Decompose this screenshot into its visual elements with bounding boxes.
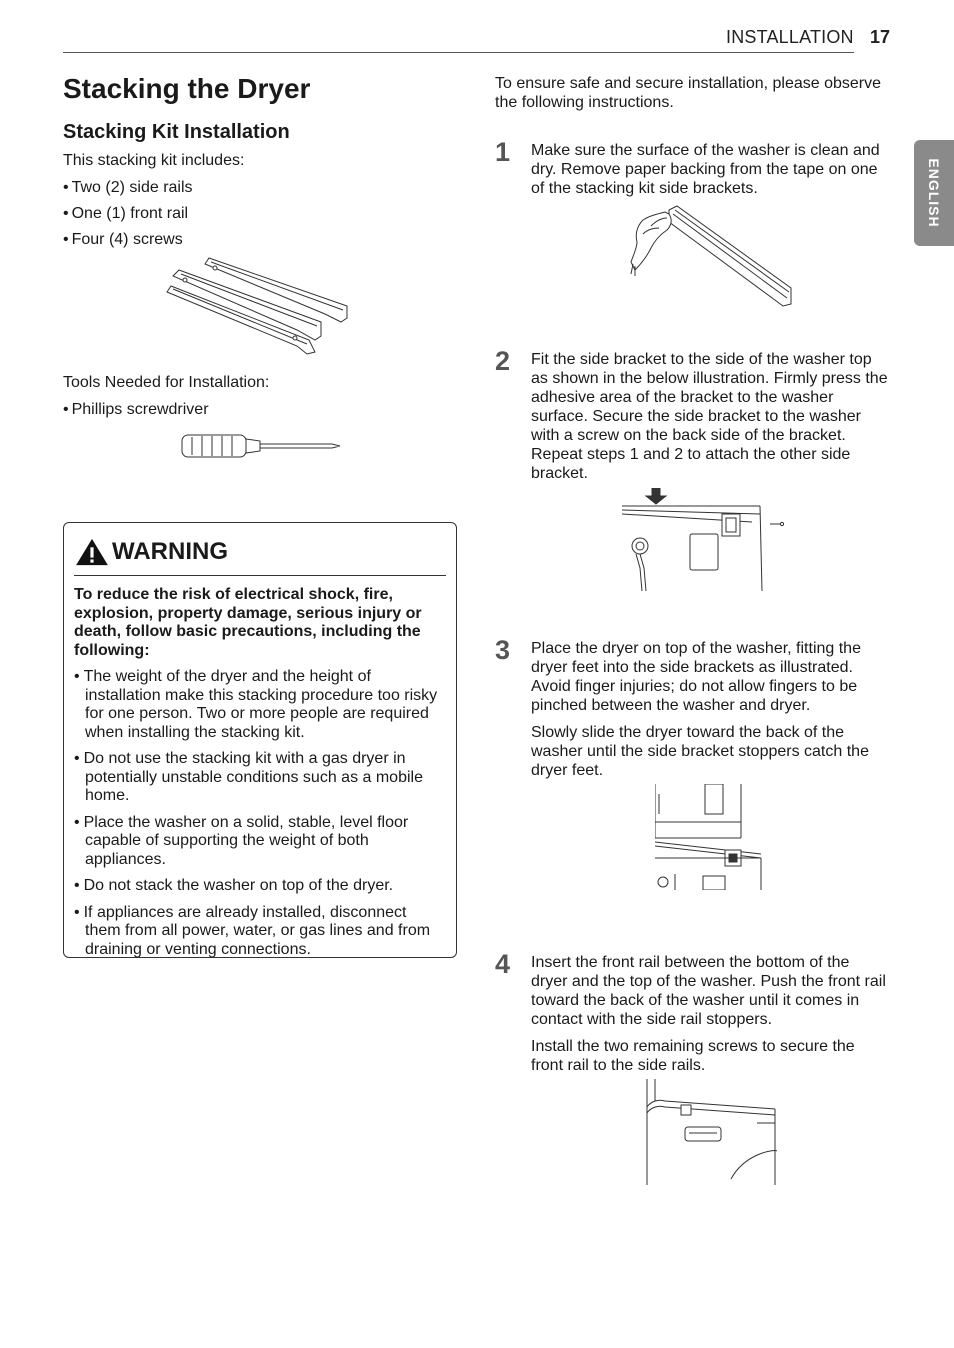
list-item: • Four (4) screws bbox=[63, 230, 459, 249]
step-text: Insert the front rail between the bottom of the dryer and the top of the washer. Push the front rail toward the back of the washer until it comes in contact with the side rail stoppers. bbox=[531, 954, 886, 1028]
stacking-kit-rails-illustration bbox=[165, 256, 365, 356]
warning-box bbox=[63, 522, 457, 958]
step-number: 2 bbox=[495, 346, 511, 376]
list-item: • Place the washer on a solid, stable, level floor capable of supporting the weight of both appliances. bbox=[74, 814, 446, 870]
list-item: • Two (2) side rails bbox=[63, 178, 459, 197]
language-tab-label: ENGLISH bbox=[926, 158, 942, 228]
left-column bbox=[63, 72, 459, 461]
tools-intro: Tools Needed for Installation: bbox=[63, 374, 270, 391]
instructions-intro: To ensure safe and secure installation, please observe the following instructions. bbox=[495, 75, 882, 111]
front-rail-illustration bbox=[645, 1079, 777, 1185]
step-3 bbox=[495, 635, 890, 890]
list-item: • Do not stack the washer on top of the dryer. bbox=[74, 877, 446, 896]
page-number: 17 bbox=[870, 27, 891, 47]
section-title: Stacking Kit Installation bbox=[63, 121, 290, 143]
kit-list bbox=[63, 178, 459, 249]
step-text: Place the dryer on top of the washer, fitting the dryer feet into the side brackets as illustrated. Avoid finger injuries; do not allow fingers to be pinched between the washer and dryer. bbox=[531, 640, 861, 714]
list-item: • The weight of the dryer and the height of installation make this stacking procedure too risky for one person. Two or more people are required when installing the stacking kit. bbox=[74, 668, 446, 742]
warning-triangle-icon bbox=[74, 538, 110, 566]
step-1 bbox=[495, 137, 890, 314]
bracket-tape-illustration bbox=[629, 204, 794, 314]
phillips-screwdriver-illustration bbox=[180, 431, 342, 461]
step-2 bbox=[495, 346, 890, 593]
kit-intro: This stacking kit includes: bbox=[63, 152, 245, 169]
page-title: Stacking the Dryer bbox=[63, 73, 311, 104]
warning-title: WARNING bbox=[112, 538, 228, 565]
header-section-label: INSTALLATION bbox=[726, 27, 854, 47]
step-number: 4 bbox=[495, 949, 511, 979]
list-item: • One (1) front rail bbox=[63, 204, 459, 223]
list-item: • Phillips screwdriver bbox=[63, 400, 459, 419]
list-item: • If appliances are already installed, disconnect them from all power, water, or gas lines and from draining or venting connections. bbox=[74, 904, 446, 960]
side-bracket-washer-illustration bbox=[622, 488, 792, 593]
right-column-intro bbox=[495, 74, 890, 112]
tools-list bbox=[63, 400, 459, 419]
step-4 bbox=[495, 949, 890, 1185]
step-text: Install the two remaining screws to secure the front rail to the side rails. bbox=[531, 1038, 855, 1074]
list-item: • Do not use the stacking kit with a gas dryer in potentially unstable conditions such as a mobile home. bbox=[74, 750, 446, 806]
step-number: 3 bbox=[495, 635, 511, 665]
dryer-on-washer-illustration bbox=[655, 784, 765, 890]
warning-header bbox=[74, 535, 446, 576]
step-text: Slowly slide the dryer toward the back of the washer until the side bracket stoppers catch the dryer feet. bbox=[531, 724, 869, 779]
header-divider bbox=[63, 52, 854, 53]
warning-lead: To reduce the risk of electrical shock, fire, explosion, property damage, serious injury or death, follow basic precautions, including the following: bbox=[74, 586, 422, 659]
step-number: 1 bbox=[495, 137, 511, 167]
step-text: Fit the side bracket to the side of the washer top as shown in the below illustration. Firmly press the adhesive area of the bracket to the washer surface. Secure the side bracket to the washer with a screw on the back side of the bracket. Repeat steps 1 and 2 to attach the other side bracket. bbox=[531, 351, 888, 482]
step-text: Make sure the surface of the washer is clean and dry. Remove paper backing from the tape on one of the stacking kit side brackets. bbox=[531, 142, 880, 197]
warning-list bbox=[74, 668, 446, 959]
language-tab bbox=[914, 140, 954, 246]
